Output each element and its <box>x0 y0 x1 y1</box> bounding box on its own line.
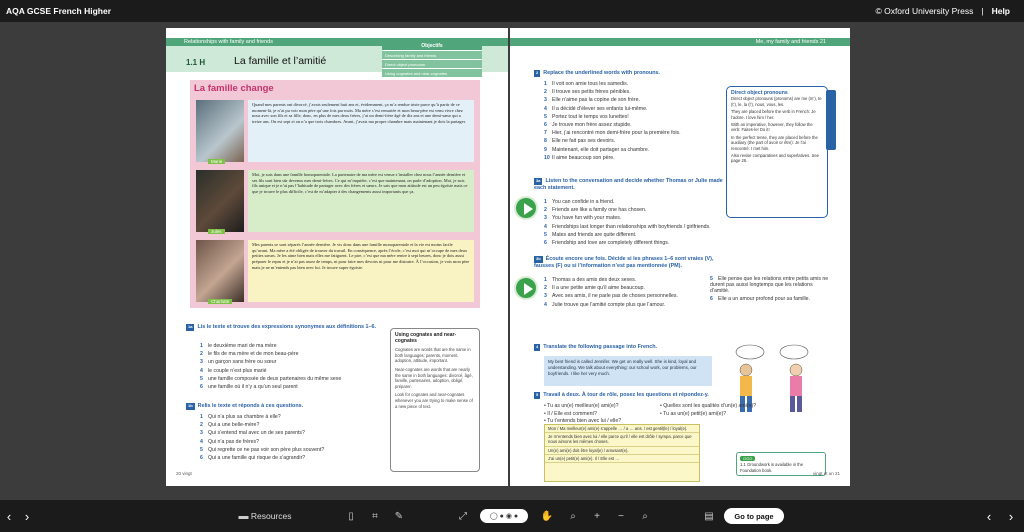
bookmark-icon[interactable]: ⌗ <box>372 510 378 522</box>
exercise-2-title: 2 Replace the underlined words with pronouns. <box>536 70 661 76</box>
photo-jules <box>196 170 244 232</box>
name-tag: Marie <box>208 159 225 164</box>
text-charlotte: Mes parents se sont séparés l’année dernière. Je vis donc dans une famille monoparentale et la vie est moins facile qu’avant. Ma mère a été obligée de trouver du travail. En conséquence, après l’école, c’est moi qui m’occupe de mes deux petites sœurs. Je les aime bien mais elles me fatiguent. Le pire, c’est que ma mère rentre à sept heures, donc je dois aussi préparer le repas et je n’ai pas assez de temps, ni pour faire mes devoirs ni pour me distraire. À l’occasion, je vois mon père mais je ne m’entends pas bien avec lui. Je trouve super égoïste. <box>248 240 474 302</box>
fullscreen-icon[interactable]: ⤢ <box>459 510 467 522</box>
photo-marie <box>196 100 244 162</box>
translation-box: My best friend is called Jennifer. We get on really well. She is kind, loyal and understanding. We talk about everything: our school work, our problems, our boyfriends. I like her very much. <box>544 356 712 386</box>
exercise-5-list-2: • Quelles sont les qualités d’un(e) ami(e)? • Tu as un(e) petit(e) ami(e)? <box>660 403 757 417</box>
app-title: AQA GCSE French Higher <box>6 6 112 16</box>
hand-icon[interactable]: ✋ <box>540 510 554 522</box>
page-view-icon[interactable]: ▯ <box>348 510 354 522</box>
exercise-1a-list: 1 le deuxième mari de ma mère 2 le fils de ma mère et de mon beau-père 3 un garçon sans frère ou sœur 4 le couple n’est plus marié 5 une famille composée de deux partenaires du même sexe 6 une famille où il n’y a qu’un seul parent <box>200 343 342 391</box>
page-right <box>510 28 850 486</box>
exercise-4-title: 4 Translate the following passage into French. <box>536 344 658 350</box>
objective-item: Direct object pronouns <box>382 59 482 68</box>
grammar-tab[interactable] <box>826 90 836 150</box>
page-left <box>166 28 508 486</box>
page-number-right: vingt et un 21 <box>812 471 840 476</box>
text-marie: Quand mes parents ont divorcé, j’avais seulement huit ans et, évidemment, ça m’a rendue triste parce qu’à partir de ce moment-là, je n’ai pu voir mon père qu’une fois par mois. Ma mère s’est remariée et mon beau-père est venu vivre chez nous avec son fils et sa fille, donc, en plus de mes deux frères, j’ai un demi-frère âgé de dix ans et une demi-sœur qui a treize ans. On est sept et on n’a que trois chambres. Avant, j’avais ma propre chambre mais maintenant je dois la partager. <box>248 100 474 162</box>
unit-number: 1.1 H <box>186 58 206 67</box>
app-header <box>0 0 1024 22</box>
audio-play-button-2[interactable] <box>514 276 538 300</box>
color-picker[interactable]: ◯ ● ◉ ● <box>480 509 528 523</box>
objective-item: Describing family and friends <box>382 50 482 59</box>
exercise-1a-title: 1a Lis le texte et trouve des expressions synonymes aux définitions 1–6. <box>188 324 377 330</box>
reading-title: La famille change <box>194 83 274 94</box>
grammar-box: Direct object pronouns Direct object pronouns (pronoms) are me (m’), te (t’), le, la (l’), nous, vous, les. They are placed before the verb in French: Je l’adore. I love him / her. With an imperative, however, they follow the verb: Faites-le! Do it! In the perfect tense, they are placed before the auxiliary (the part of avoir or être): Je l’ai rencontré. I met him. Also revise comparatives and superlatives. See page 26. <box>726 86 828 218</box>
separator: | <box>981 6 984 16</box>
help-link[interactable]: Help <box>991 6 1010 16</box>
zoom-area-icon[interactable]: ⌕ <box>570 510 576 522</box>
foundation-box: GGO 1.1 Groundwork is available in the Foundation book. <box>736 452 826 476</box>
page-title: La famille et l’amitié <box>234 55 327 67</box>
objectives-header: Objectifs <box>382 42 482 50</box>
bottom-toolbar <box>0 500 1024 532</box>
section-bar: Relationships with family and friends <box>166 38 508 46</box>
chevron-right-icon[interactable]: › <box>24 508 30 524</box>
exercise-3b-list: 1 Thomas a des amis des deux sexes. 2 Il a une petite amie qu’il aime beaucoup. 3 Avec ses amis, il ne parle pas de choses personnelles. 4 Julie trouve que l’amitié compte plus que l’amour. <box>544 277 678 308</box>
exercise-3b-list-2: 5 Elle pense que les relations entre petits amis ne durent pas aussi longtemps que les relations d’amitié. 6 Elle a un amour profond pour sa famille. <box>710 276 829 302</box>
strategy-box: Using cognates and near-cognates Cognates are words that are the same in both languages: parents, moment, adoption, attitude, important. Near-cognates are words that are nearly the same in both languages: divorcé, âgé, famille, partenaires, adoption, obligé, préparer. Look for cognates and near-cognates whenever you are trying to make sense of a new piece of text. <box>390 328 480 472</box>
photo-charlotte <box>196 240 244 302</box>
phrase-table: Mon / Ma meilleur(e) ami(e) s’appelle … / a … ans. / est gentil(le) / loyal(e). Je m’entends bien avec lui / elle parce qu’il / elle est drôle / sympa. parce que nous aimons les mêmes choses. Un(e) ami(e) doit être loyal(e) / amusant(e). J’ai un(e) petit(e) ami(e). Il / Elle est … <box>544 424 700 482</box>
zoom-reset-icon[interactable]: ⌕ <box>642 510 648 522</box>
book-viewer[interactable] <box>0 22 1024 500</box>
contents-icon[interactable]: ▤ <box>704 510 714 522</box>
exercise-1b-title: 1b Relis le texte et réponds à ces questions. <box>188 403 304 409</box>
pen-icon[interactable]: ✎ <box>394 510 404 522</box>
exercise-5-heading: 5 Travail à deux. À tour de rôle, posez les questions et répondez-y. <box>536 392 709 398</box>
exercise-2-list: 1 Il voit son amie tous les samedis. 2 Il trouve ses petits frères pénibles. 3 Elle n’aime pas la copine de son frère. 4 Il a décidé d’élever ses enfants lui-même. 5 Portez tout le temps vos lunettes! 6 Je trouve mon frère assez stupide. 7 Hier, j’ai rencontré mon demi-frère pour la première fois. 8 Elle ne fait pas ses devoirs. 9 Maintenant, elle doit partager sa chambre. 10 Il aime beaucoup son père. <box>544 81 681 161</box>
reading-box <box>190 80 480 308</box>
exercise-3a-title: 3a Listen to the conversation and decide whether Thomas or Julie made each statement. <box>534 178 723 191</box>
name-tag: Charlotte <box>208 299 232 304</box>
exercise-5-list: • Tu as un(e) meilleur(e) ami(e)? • Il / Elle est comment? • Tu t’entends bien avec lui / elle? <box>544 403 622 425</box>
go-to-page-button[interactable]: Go to page <box>724 508 784 524</box>
exercise-3b-title: 3b Écoute encore une fois. Décide si les phrases 1–6 sont vraies (V), fausses (F) ou si l’information n’est pas mentionnée (PM). <box>534 256 714 269</box>
folder-icon: ▬ <box>238 510 249 522</box>
groundwork-logo: GGO <box>740 456 755 461</box>
objectives-box <box>382 42 482 77</box>
resources-button[interactable]: ▬ Resources <box>238 510 292 522</box>
chevron-right-icon[interactable]: › <box>1008 508 1014 524</box>
name-tag: Jules <box>208 229 225 234</box>
page-number-left: 20 vingt <box>176 471 192 476</box>
text-jules: Moi, je suis dans une famille homoparentale. La partenaire de ma mère est venue s’installer chez nous l’année dernière et ses fils sont bien sûr devenus mes demi-frères. Ce qui m’inquiète, c’est que maintenant, on parle d’adoption. Moi, je suis fils unique et je n’ai pas l’habitude de partager avec des frères et sœurs. Je sais que mon attitude est un peu égoïste mais ce que je trouve le plus difficile, c’est de m’adapter à des changements aussi importants que ça. <box>248 170 474 232</box>
zoom-out-icon[interactable]: − <box>618 510 624 522</box>
publisher-link[interactable]: © Oxford University Press <box>875 6 974 16</box>
exercise-3a-list: 1 You can confide in a friend. 2 Friends are like a family one has chosen. 3 You have fun with your mates. 4 Friendships last longer than relationships with boyfriends / girlfriends. 5 Mates and friends are quite different. 6 Friendship and love are completely different things. <box>544 199 711 247</box>
chevron-left-icon[interactable]: ‹ <box>6 508 12 524</box>
objective-item: Using cognates and near-cognates <box>382 68 482 77</box>
section-bar-right: Me, my family and friends 21 <box>510 38 850 46</box>
exercise-1b-list: 1 Qui n’a plus sa chambre à elle? 2 Qui a une belle-mère? 3 Qui s’entend mal avec un de ses parents? 4 Qui n’a pas de frères? 5 Qui regrette ce ne pas voir son père plus souvent? 6 Qui a une famille qui risque de s’agrandir? <box>200 414 325 462</box>
zoom-in-icon[interactable]: + <box>594 510 600 522</box>
audio-play-button[interactable] <box>514 196 538 220</box>
chevron-left-icon[interactable]: ‹ <box>986 508 992 524</box>
